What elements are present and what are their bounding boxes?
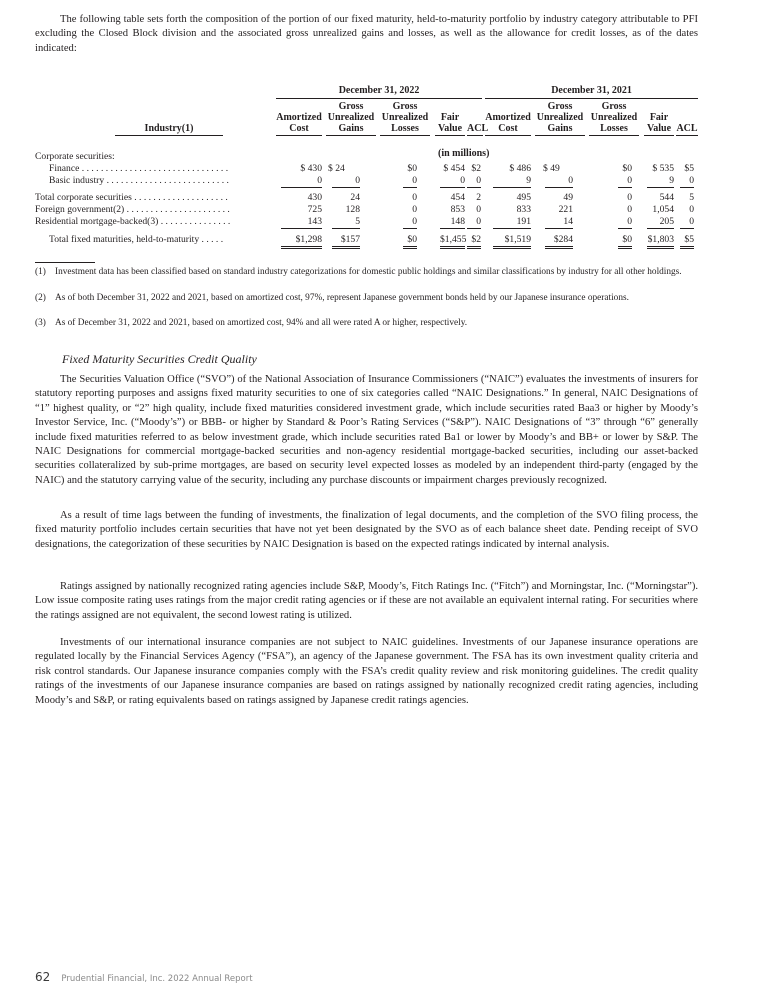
paragraph-svo: The Securities Valuation Office (“SVO”) of the National Association of Insurance Commissioners (“NAIC”) evaluates the investments of insurers for statutory reporting purposes and assigns fixed maturity securities to one of six categories called “NAIC Designations.” In general, NAIC Designations of “1” highest quality, or “2” high quality, include fixed maturities considered investment grade, which include securities rated Baa3 or higher by Moody’s Investor Service, Inc. (“Moody’s”) or BBB- or higher by Standard & Poor’s Rating Services (“S&P”). NAIC Designations of “3” through “6” generally include fixed maturities referred to as below investment grade, which include securities rated Ba1 or lower by Moody’s and BB+ or lower by S&P. The NAIC Designations for commercial mortgage-backed securities and non-agency residential mortgage-backed securities, including our asset-backed securities collateralized by sub-prime mortgages, are based on security level expected losses as modeled by an independent third-party (engaged by the NAIC) and the statutory carrying value of the security, including any purchase discounts or impairment charges previously recognized. (35, 374, 698, 486)
cell: 0 (332, 175, 360, 188)
cell: 221 (558, 204, 573, 215)
cell: 0 (680, 216, 694, 229)
section-label: Corporate securities: (35, 151, 115, 162)
cell: $0 (622, 163, 632, 174)
cell: 0 (440, 175, 465, 188)
cell: $1,298 (281, 234, 322, 249)
cell: $5 (684, 163, 694, 174)
cell: $0 (407, 163, 417, 174)
cell: 5 (689, 192, 694, 203)
col-header-industry: Industry(1) (115, 123, 223, 136)
period-header-2022: December 31, 2022 (276, 85, 482, 99)
row-label: Finance (49, 163, 80, 174)
col-header-amortized-cost-2021: Amortized Cost (485, 101, 531, 136)
col-header-losses-2022: Gross Unrealized Losses (381, 101, 429, 134)
paragraph-ratings: Ratings assigned by nationally recognized rating agencies include S&P, Moody’s, Fitch Ratings Inc. (“Fitch”) and Morningstar, Inc. (“Morningstar”). Low issue composite rating uses ratings from the major credit rating agencies or if these are not available an equivalent internal rating. For securities where the ratings assigned are not equivalent, the second lowest rating is utilized. (35, 581, 698, 621)
cell: 0 (403, 175, 417, 188)
cell: 0 (618, 175, 632, 188)
table-row-total: Total fixed maturities, held-to-maturity . . . . . $1,298 $157 $0 $1,455 $2 $1,519 $284 $0 $1,803 $5 (35, 234, 698, 246)
cell: $2 (467, 234, 481, 249)
cell: 0 (627, 192, 632, 203)
table-section-row (35, 151, 698, 163)
cell: 5 (332, 216, 360, 229)
report-title: Prudential Financial, Inc. 2022 Annual Report (61, 974, 253, 984)
cell: $ 454 (443, 163, 465, 174)
cell: 143 (281, 216, 322, 229)
footnote-2: (2) As of both December 31, 2022 and 2021, based on amortized cost, 97%, represent Japanese government bonds held by our Japanese insurance operations. (35, 293, 629, 303)
cell: 1,054 (652, 204, 674, 215)
cell: 495 (516, 192, 531, 203)
cell: 148 (440, 216, 465, 229)
cell: 0 (403, 216, 417, 229)
table-row: Total corporate securities . . . . . . . . . . . . . . . . . . . . 430 24 0 454 2 495 49 0 544 5 (35, 192, 694, 203)
cell: 49 (563, 192, 573, 203)
cell: 0 (281, 175, 322, 188)
footnote-3: (3) As of December 31, 2022 and 2021, based on amortized cost, 94% and all were rated A or higher, respectively. (35, 318, 468, 328)
cell: 191 (493, 216, 531, 229)
paragraph-international: Investments of our international insurance companies are not subject to NAIC guidelines. Investments of our Japanese insurance operations are regulated locally by the Financial Services Agency (“FSA”), an agency of the Japanese government. The FSA has its own investment quality criteria and risk control standards. Our Japanese insurance companies comply with the FSA’s credit quality review and risk monitoring guidelines. The credit quality ratings of the investments of our Japanese insurance companies are based on ratings assigned by nationally recognized credit rating agencies, including Moody’s and S&P, or rating equivalents based on ratings assigned by Japanese credit ratings agencies. (35, 637, 698, 706)
cell: 0 (476, 204, 481, 215)
footnote-divider (35, 262, 95, 263)
table-row: Finance . . . . . . . . . . . . . . . . . . . . . . . . . . . . . . . $ 430 $ 24 $0 $ 454 $2 $ 486 $ 49 $0 $ 535 $5 (49, 163, 694, 174)
col-header-amortized-cost-2022: Amortized Cost (276, 101, 322, 136)
cell: 14 (545, 216, 573, 229)
footnote-1: (1) Investment data has been classified based on standard industry categorizations for domestic public holdings and similar classifications by industry for all other holdings. (35, 267, 682, 277)
cell: $ 24 (328, 163, 345, 174)
col-header-acl-2022: ACL (467, 101, 483, 136)
cell: $ 49 (543, 163, 560, 174)
table-row: Basic industry . . . . . . . . . . . . . . . . . . . . . . . . . . 0 0 0 0 0 9 0 0 9 0 (49, 175, 694, 186)
cell: 725 (307, 204, 322, 215)
cell: 454 (450, 192, 465, 203)
cell: $ 535 (652, 163, 674, 174)
col-header-acl-2021: ACL (676, 101, 698, 136)
cell: 430 (307, 192, 322, 203)
table-row: Residential mortgage-backed(3) . . . . . . . . . . . . . . . 143 5 0 148 0 191 14 0 205 0 (35, 216, 694, 227)
cell: $ 486 (509, 163, 531, 174)
period-header-2021: December 31, 2021 (485, 85, 698, 99)
cell: 2 (476, 192, 481, 203)
cell: $157 (332, 234, 360, 249)
section-title: Fixed Maturity Securities Credit Quality (62, 352, 257, 366)
cell: 0 (545, 175, 573, 188)
cell: 0 (467, 216, 481, 229)
cell: 205 (647, 216, 674, 229)
table-row: Foreign government(2) . . . . . . . . . . . . . . . . . . . . . . 725 128 0 853 0 833 221 0 1,054 0 (35, 204, 694, 215)
cell: 833 (516, 204, 531, 215)
col-header-losses-2021: Gross Unrealized Losses (590, 101, 638, 134)
cell: $1,803 (647, 234, 674, 249)
col-header-gains-2021: Gross Unrealized Gains (536, 101, 584, 134)
row-label: Residential mortgage-backed(3) (35, 216, 159, 227)
col-header-fair-value-2021: Fair Value (644, 101, 674, 136)
cell: 24 (350, 192, 360, 203)
cell: 9 (647, 175, 674, 188)
cell: 0 (689, 204, 694, 215)
cell: $2 (471, 163, 481, 174)
row-label: Foreign government(2) (35, 204, 125, 215)
row-label: Basic industry (49, 175, 105, 186)
cell: $ 430 (300, 163, 322, 174)
cell: 128 (345, 204, 360, 215)
row-label: Total fixed maturities, held-to-maturity (49, 234, 200, 245)
cell: $1,519 (493, 234, 531, 249)
col-header-gains-2022: Gross Unrealized Gains (327, 101, 375, 134)
cell: 0 (412, 204, 417, 215)
intro-paragraph: The following table sets forth the composition of the portion of our fixed maturity, held-to-maturity portfolio by industry category attributable to PFI excluding the Closed Block division and the associated gross unrealized gains and losses, as well as the allowance for credit losses, as of the dates indicated: (35, 14, 698, 54)
cell: 0 (467, 175, 481, 188)
cell: 0 (627, 204, 632, 215)
cell: 9 (493, 175, 531, 188)
cell: 544 (659, 192, 674, 203)
cell: 0 (412, 192, 417, 203)
cell: 853 (450, 204, 465, 215)
cell: $1,455 (440, 234, 465, 249)
cell: $5 (680, 234, 694, 249)
row-label: Total corporate securities (35, 192, 132, 203)
paragraph-time-lags: As a result of time lags between the funding of investments, the finalization of legal documents, and the completion of the SVO filing process, the fixed maturity portfolio includes certain securities that have not yet been designated by the SVO as of each balance sheet date. Pending receipt of SVO designations, the categorization of these securities by NAIC Designation is based on the expected ratings indicated by internal analysis. (35, 510, 698, 550)
cell: $0 (618, 234, 632, 249)
unit-label: (in millions) (438, 148, 490, 159)
page-footer (35, 966, 253, 985)
page-number: 62 (35, 970, 51, 984)
cell: $284 (545, 234, 573, 249)
col-header-fair-value-2022: Fair Value (435, 101, 465, 136)
cell: 0 (618, 216, 632, 229)
cell: 0 (680, 175, 694, 188)
cell: $0 (403, 234, 417, 249)
